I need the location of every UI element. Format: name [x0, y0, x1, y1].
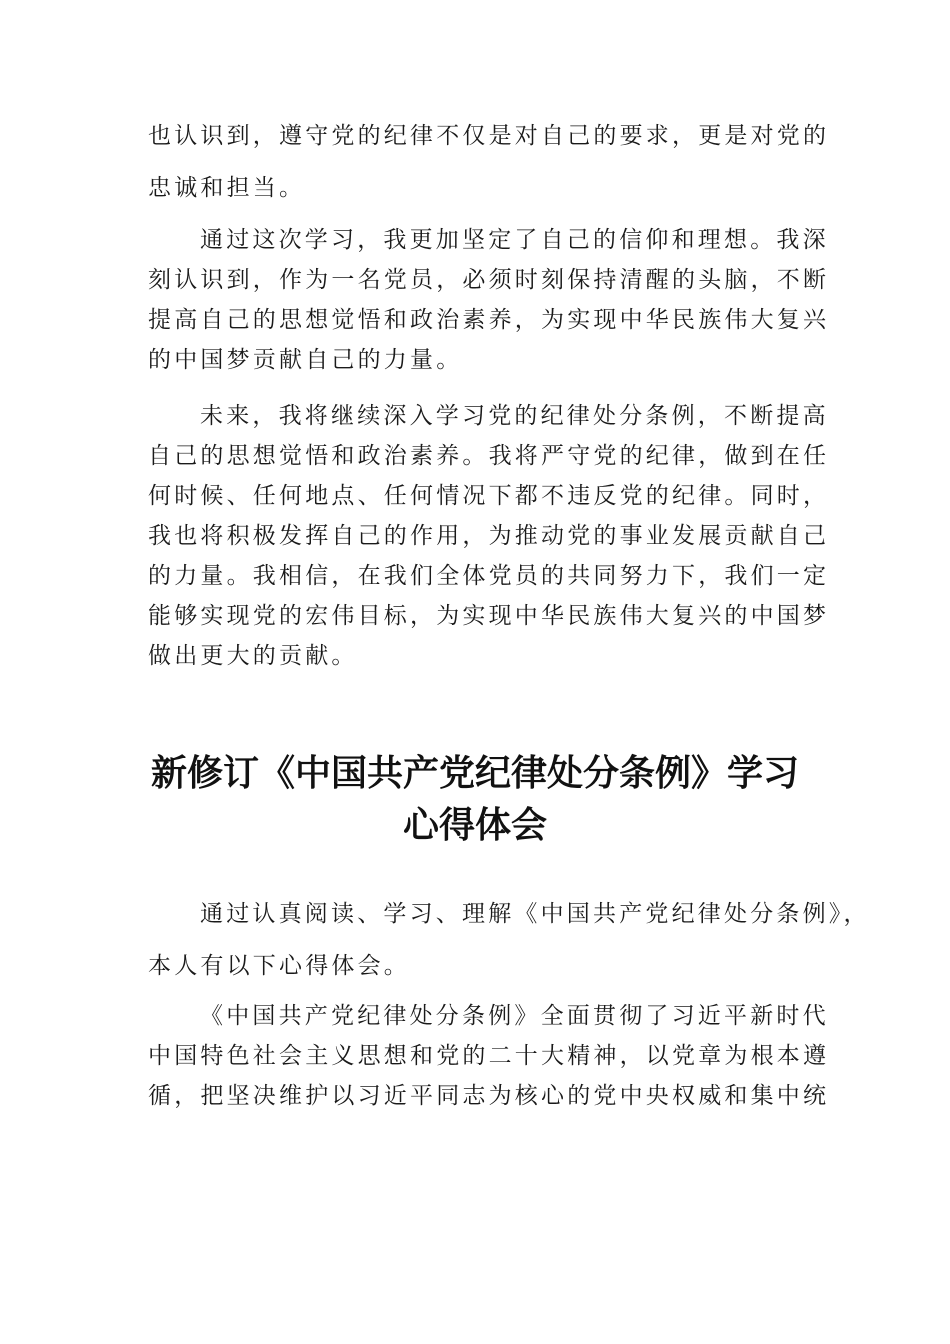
text-line: 何时候、任何地点、任何情况下都不违反党的纪律。同时，: [148, 483, 830, 509]
text-line: 做出更大的贡献。: [148, 643, 358, 669]
paragraph-regulation: [148, 996, 830, 1116]
text-line: 本人有以下心得体会。: [148, 953, 410, 979]
text-line: 《中国共产党纪律处分条例》全面贯彻了习近平新时代: [200, 1003, 829, 1029]
text-line: 忠诚和担当。: [148, 175, 306, 201]
text-line: 循，把坚决维护以习近平同志为核心的党中央权威和集中统: [148, 1083, 830, 1109]
paragraph-intro: [148, 894, 870, 986]
text-line: 中国特色社会主义思想和党的二十大精神，以党章为根本遵: [148, 1043, 830, 1069]
text-line: 我也将积极发挥自己的作用，为推动党的事业发展贡献自己: [148, 523, 830, 549]
text-line: 通过认真阅读、学习、理解《中国共产党纪律处分条例》，: [200, 901, 870, 927]
text-line: 的中国梦贡献自己的力量。: [148, 347, 463, 373]
text-line: 也认识到，遵守党的纪律不仅是对自己的要求，更是对党的: [148, 123, 830, 149]
text-line: 刻认识到，作为一名党员，必须时刻保持清醒的头脑，不断: [148, 267, 830, 293]
section-title-line-2: 心得体会: [402, 805, 547, 846]
text-line: 能够实现党的宏伟目标，为实现中华民族伟大复兴的中国梦: [148, 603, 830, 629]
paragraph-belief: [148, 220, 830, 380]
text-line: 通过这次学习，我更加坚定了自己的信仰和理想。我深: [200, 227, 829, 253]
text-line: 提高自己的思想觉悟和政治素养，为实现中华民族伟大复兴: [148, 307, 830, 333]
text-line: 的力量。我相信，在我们全体党员的共同努力下，我们一定: [148, 563, 830, 589]
text-line: 自己的思想觉悟和政治素养。我将严守党的纪律，做到在任: [148, 443, 830, 469]
section-title-line-1: 新修订《中国共产党纪律处分条例》学习: [150, 753, 799, 794]
paragraph-continuation: [148, 116, 830, 208]
text-line: 未来，我将继续深入学习党的纪律处分条例，不断提高: [200, 403, 829, 429]
section-title: [0, 748, 950, 852]
paragraph-future: [148, 396, 830, 676]
